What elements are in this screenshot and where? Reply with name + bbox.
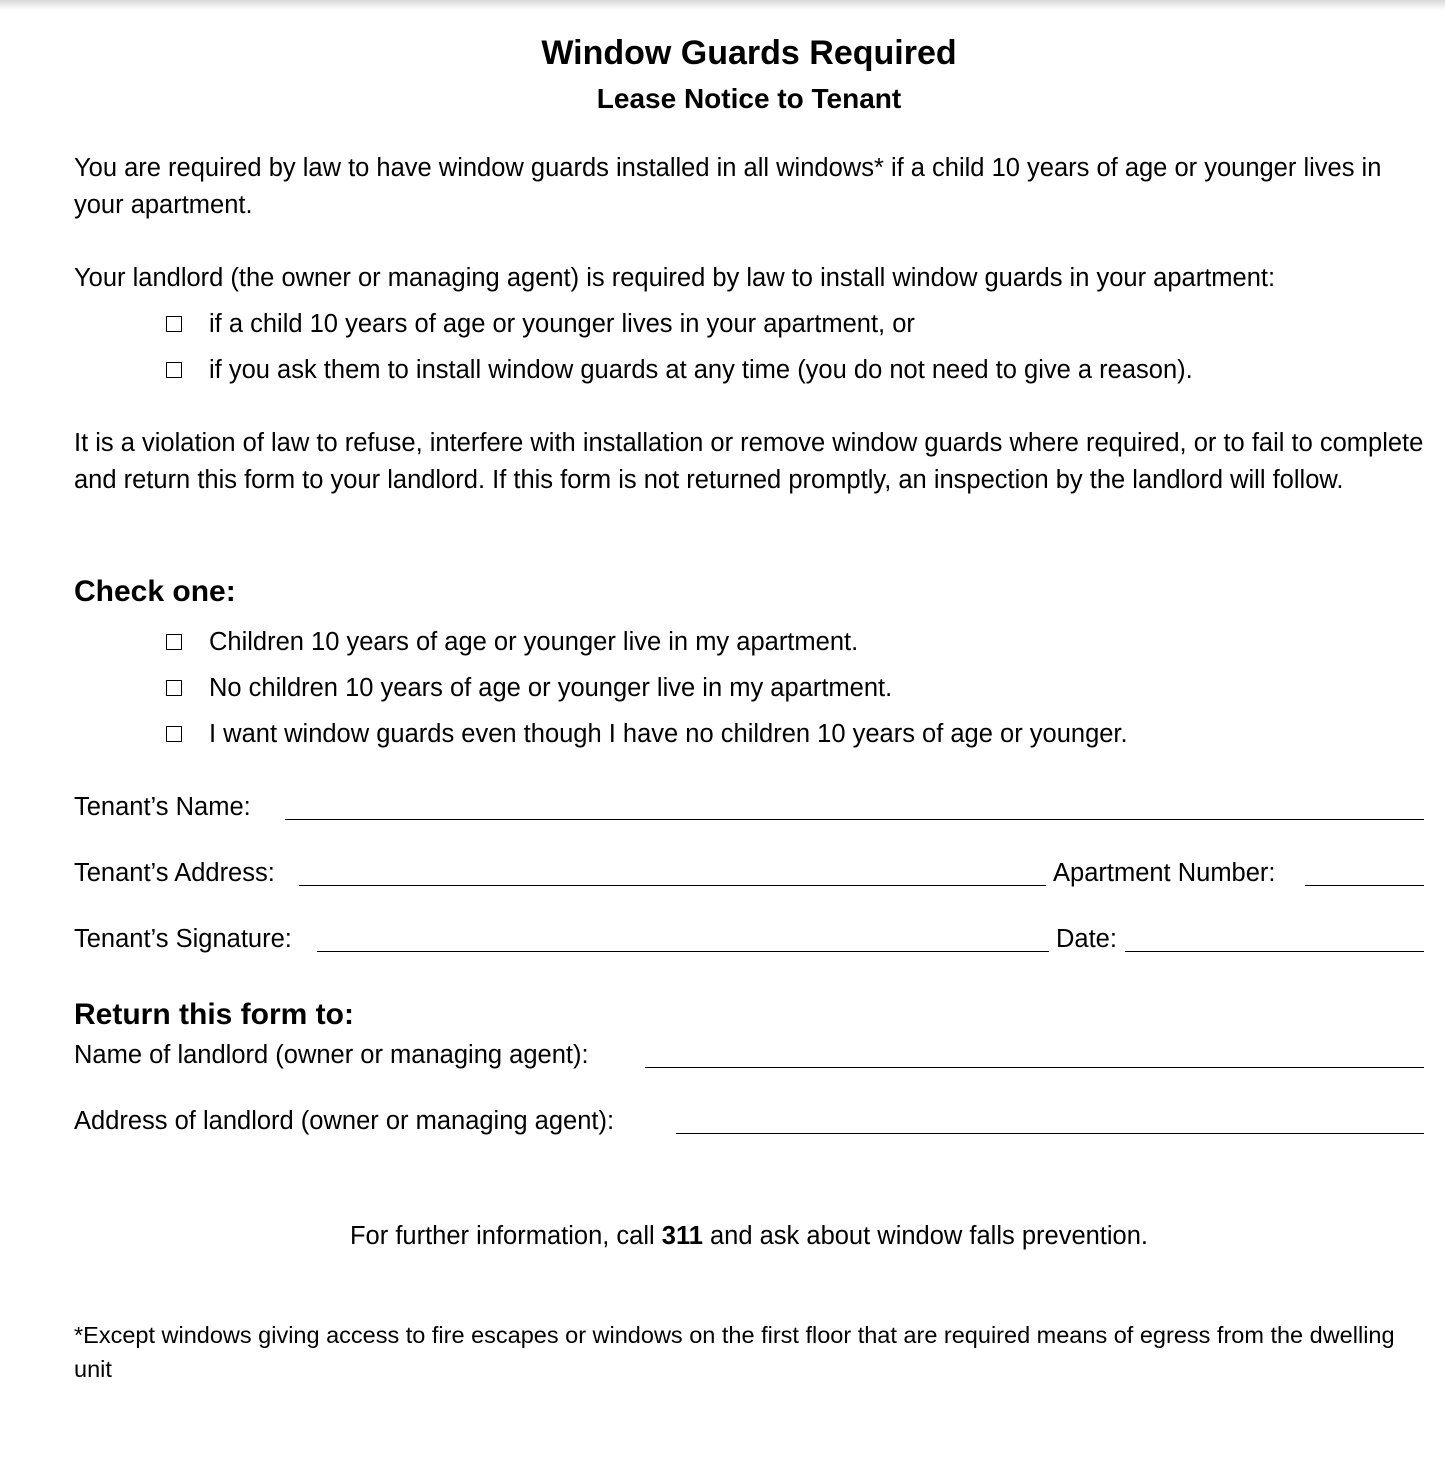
tenant-signature-label: Tenant’s Signature: — [74, 925, 292, 953]
landlord-name-label: Name of landlord (owner or managing agent): — [74, 1041, 589, 1069]
landlord-requirement-lead: Your landlord (the owner or managing agent) is required by law to install window guards in your apartment: — [74, 264, 1276, 292]
further-info-after: and ask about window falls prevention. — [702, 1222, 1149, 1250]
checkbox[interactable] — [166, 634, 182, 650]
check-option-label: I want window guards even though I have no children 10 years of age or younger. — [209, 720, 1128, 748]
phone-number: 311 — [661, 1222, 703, 1250]
checkbox[interactable] — [166, 680, 182, 696]
further-info — [0, 1220, 1445, 1252]
tenant-signature-field[interactable] — [317, 951, 1049, 952]
check-one-heading: Check one: — [74, 575, 236, 608]
date-field[interactable] — [1125, 951, 1424, 952]
condition-text: if a child 10 years of age or younger lives in your apartment, or — [209, 310, 915, 338]
landlord-name-field[interactable] — [645, 1067, 1424, 1068]
date-label: Date: — [1056, 925, 1117, 953]
check-option-label: No children 10 years of age or younger live in my apartment. — [209, 674, 893, 702]
tenant-address-label: Tenant’s Address: — [74, 859, 275, 887]
tenant-name-field[interactable] — [285, 819, 1424, 820]
return-heading: Return this form to: — [74, 998, 354, 1031]
footnote: *Except windows giving access to fire escapes or windows on the first floor that are required means of egress from the dwelling unit — [74, 1322, 1395, 1382]
top-edge-shadow — [0, 0, 1445, 10]
checkbox[interactable] — [166, 362, 182, 378]
apartment-number-label: Apartment Number: — [1053, 859, 1276, 887]
apartment-number-field[interactable] — [1305, 885, 1424, 886]
intro-paragraph: You are required by law to have window guards installed in all windows* if a child 10 years of age or younger lives in your apartment. — [74, 154, 1382, 219]
page-subtitle: Lease Notice to Tenant — [596, 83, 902, 114]
condition-text: if you ask them to install window guards at any time (you do not need to give a reason). — [209, 356, 1193, 384]
tenant-name-label: Tenant’s Name: — [74, 793, 251, 821]
page-title: Window Guards Required — [541, 34, 957, 72]
landlord-address-field[interactable] — [676, 1133, 1424, 1134]
further-info-before: For further information, call — [349, 1222, 662, 1250]
checkbox[interactable] — [166, 726, 182, 742]
checkbox[interactable] — [166, 316, 182, 332]
violation-paragraph: It is a violation of law to refuse, interfere with installation or remove window guards where required, or to fail to complete and return this form to your landlord. If this form is not returned promptly, an inspection by the landlord will follow. — [74, 429, 1424, 494]
tenant-address-field[interactable] — [299, 885, 1046, 886]
landlord-address-label: Address of landlord (owner or managing agent): — [74, 1107, 615, 1135]
check-option-label: Children 10 years of age or younger live in my apartment. — [209, 628, 859, 656]
